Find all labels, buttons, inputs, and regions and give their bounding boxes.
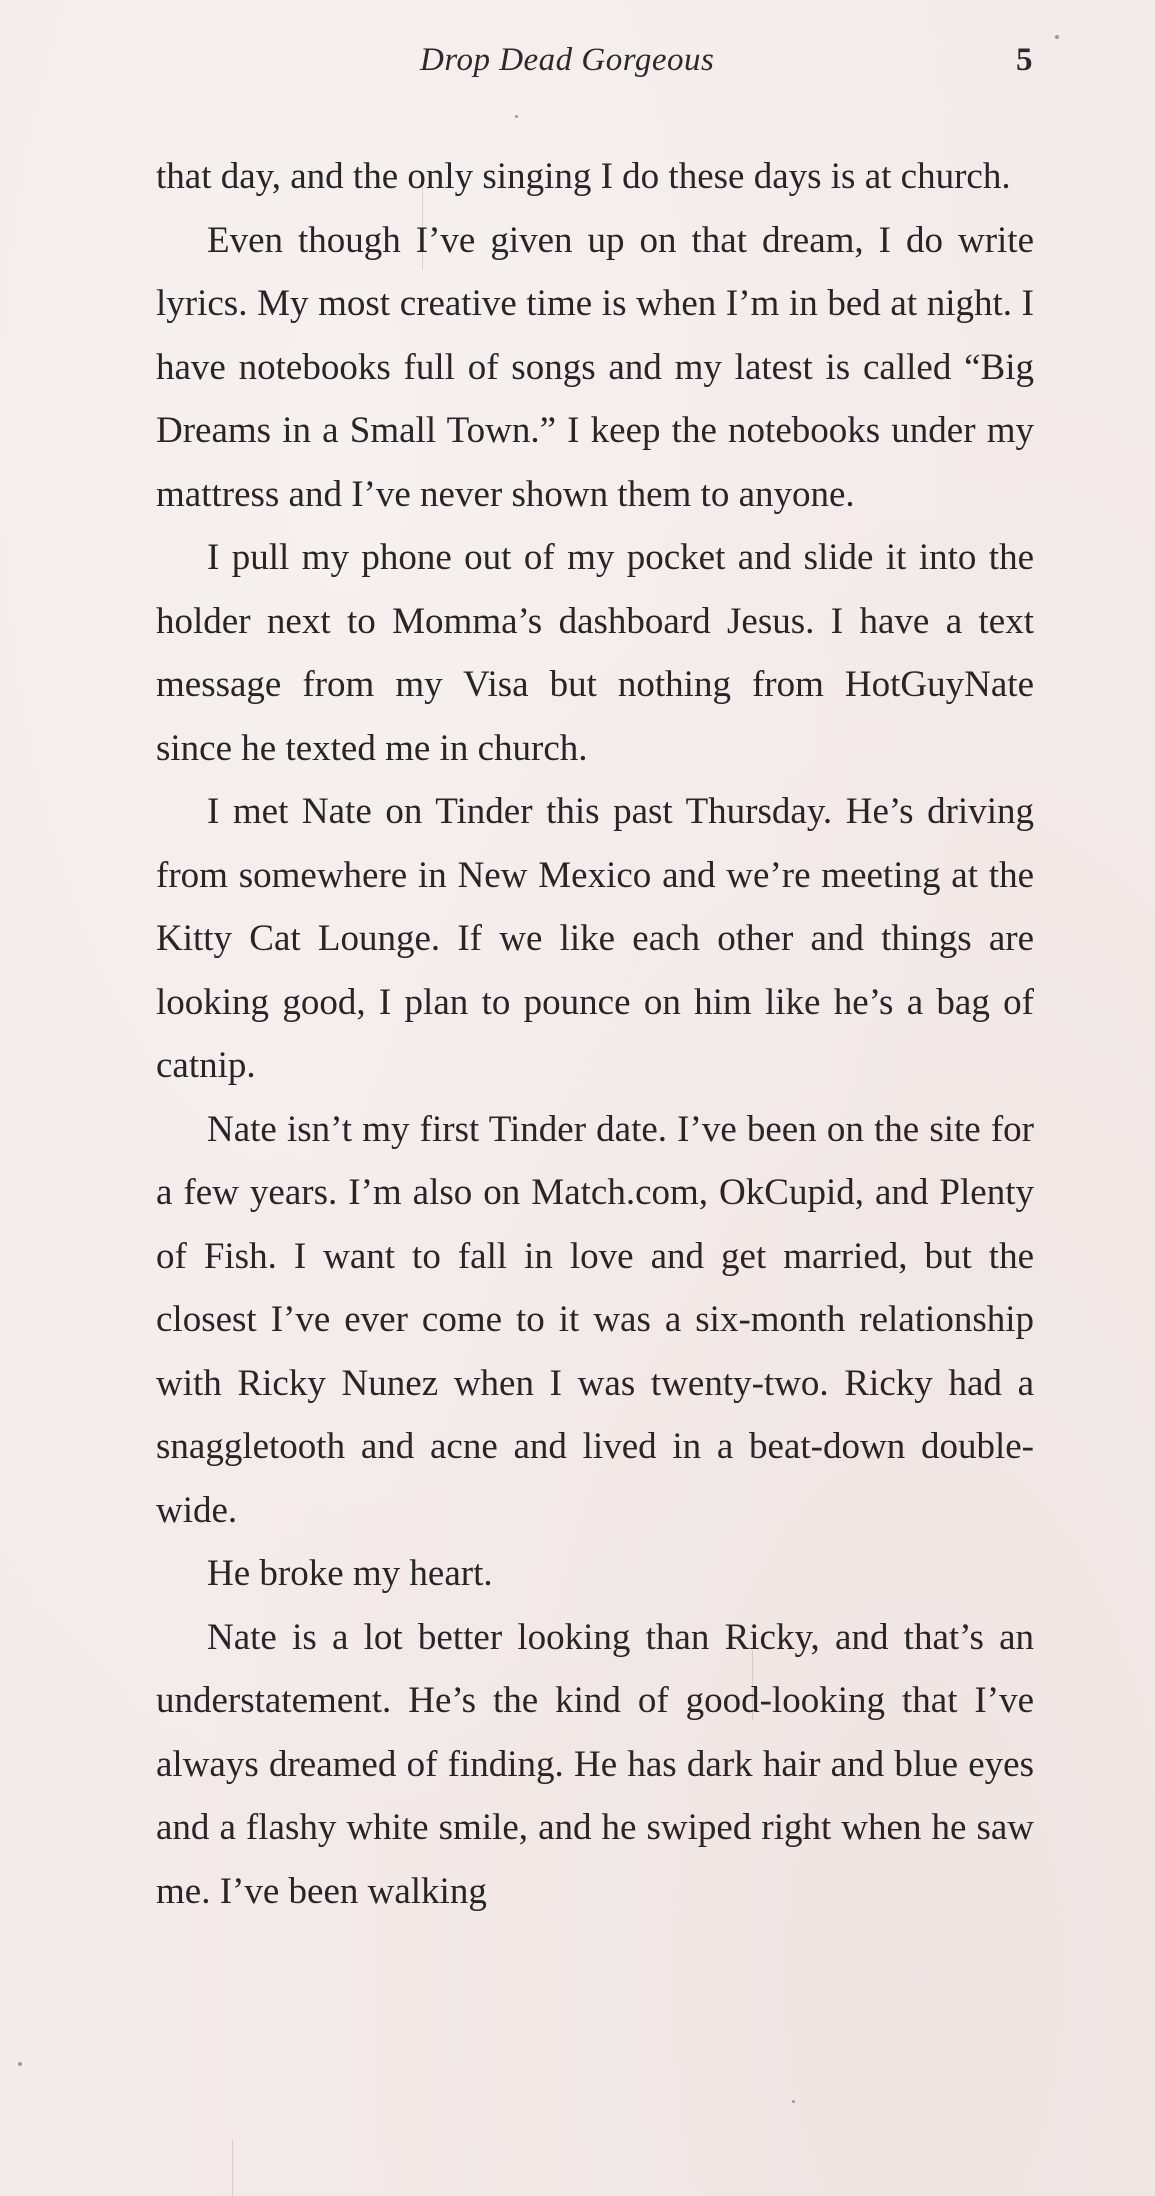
paper-speck xyxy=(515,115,518,118)
running-title: Drop Dead Gorgeous xyxy=(420,42,715,78)
running-head xyxy=(0,42,1155,92)
paper-speck xyxy=(792,2100,795,2103)
paper-crease xyxy=(232,2140,233,2196)
paragraph: that day, and the only singing I do these days is at church. xyxy=(156,156,1011,197)
paragraph: Nate is a lot better looking than Ricky, and that’s an understatement. He’s the kind of good-looking that I’ve always dreamed of finding. He has dark hair and blue eyes and a flashy white smile, and he swiped right when he saw me. I’ve been walking xyxy=(156,1616,1034,1912)
page-number: 5 xyxy=(1016,42,1033,78)
paragraph: Even though I’ve given up on that dream, I do write lyrics. My most creative time is when I’m in bed at night. I have notebooks full of songs and my latest is called “Big Dreams in a Small Town.” I keep the notebooks under my mattress and I’ve never shown them to anyone. xyxy=(156,219,1034,515)
paragraph: I pull my phone out of my pocket and slide it into the holder next to Momma’s dashboard Jesus. I have a text message from my Visa but nothing from HotGuyNate since he texted me in church. xyxy=(156,537,1034,769)
paper-speck xyxy=(18,2062,22,2066)
paper-speck xyxy=(1055,35,1059,39)
paragraph: I met Nate on Tinder this past Thursday. He’s driving from somewhere in New Mexico and we’re meeting at the Kitty Cat Lounge. If we like each other and things are looking good, I plan to pounce on him like he’s a bag of catnip. xyxy=(156,791,1034,1086)
paragraph: He broke my heart. xyxy=(207,1553,493,1594)
body-text xyxy=(156,145,1034,1923)
paragraph: Nate isn’t my first Tinder date. I’ve been on the site for a few years. I’m also on Match.com, OkCupid, and Plenty of Fish. I want to fall in love and get married, but the closest I’ve ever come to it was a six-month relationship with Ricky Nunez when I was twenty-two. Ricky had a snaggletooth and acne and lived in a beat-down double-wide. xyxy=(156,1108,1034,1531)
